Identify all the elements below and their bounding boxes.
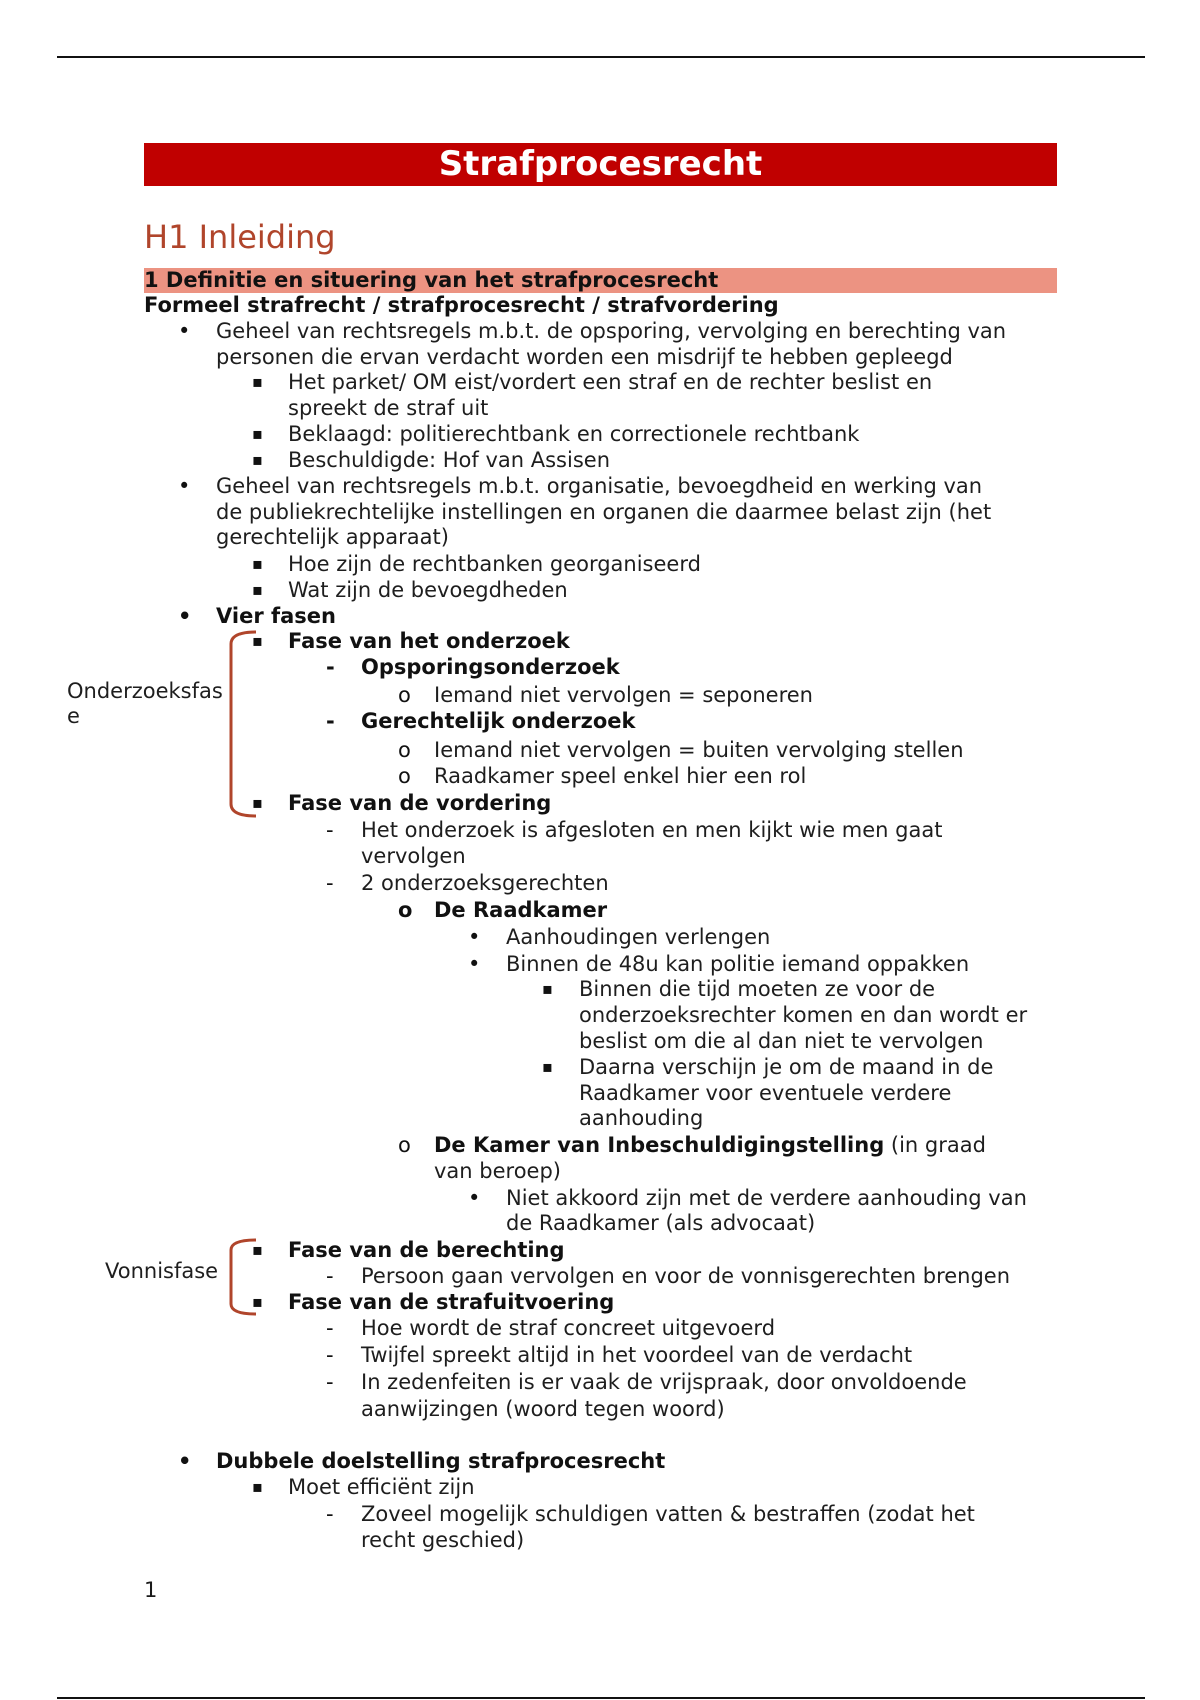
dash-marker: - (326, 655, 335, 679)
square-marker: ▪ (252, 793, 263, 812)
list-item: Vier fasen (216, 604, 336, 628)
square-marker: ▪ (252, 554, 263, 573)
bullet-marker: • (468, 1186, 481, 1210)
side-label-onderzoeksfase-cont: e (67, 704, 80, 728)
square-marker: ▪ (252, 372, 263, 391)
list-item: Fase van het onderzoek (288, 629, 570, 653)
square-marker: ▪ (252, 631, 263, 650)
list-item: onderzoeksrechter komen en dan wordt er (579, 1003, 1028, 1027)
list-item: beslist om die al dan niet te vervolgen (579, 1029, 984, 1053)
bullet-marker: • (178, 604, 192, 628)
o-marker: o (398, 683, 411, 707)
square-marker: ▪ (252, 1240, 263, 1259)
list-item-rest: (in graad (884, 1133, 986, 1157)
list-item: Daarna verschijn je om de maand in de (579, 1055, 994, 1079)
list-item-bold: De Kamer van Inbeschuldigingstelling (434, 1133, 885, 1157)
bullet-marker: • (178, 319, 191, 343)
dash-marker: - (326, 818, 334, 842)
list-item: Fase van de strafuitvoering (288, 1290, 615, 1314)
list-item: Binnen die tijd moeten ze voor de (579, 977, 936, 1001)
square-marker: ▪ (252, 1292, 263, 1311)
list-item: Hoe wordt de straf concreet uitgevoerd (361, 1316, 776, 1340)
list-item: Het parket/ OM eist/vordert een straf en de rechter beslist en (288, 370, 933, 394)
list-item: Raadkamer voor eventuele verdere (579, 1081, 952, 1105)
dash-marker: - (326, 1370, 334, 1394)
side-label-vonnisfase: Vonnisfase (105, 1259, 219, 1283)
list-item: Iemand niet vervolgen = buiten vervolging stellen (434, 738, 964, 762)
list-item: aanhouding (579, 1106, 704, 1130)
list-item: In zedenfeiten is er vaak de vrijspraak, door onvoldoende (361, 1370, 967, 1394)
list-item: aanwijzingen (woord tegen woord) (361, 1397, 725, 1421)
list-item: Het onderzoek is afgesloten en men kijkt wie men gaat (361, 818, 943, 842)
list-item: Raadkamer speel enkel hier een rol (434, 764, 807, 788)
bullet-marker: • (468, 952, 481, 976)
square-marker: ▪ (542, 979, 553, 998)
list-item: Moet efficiënt zijn (288, 1475, 475, 1499)
dash-marker: - (326, 1264, 334, 1288)
o-marker: o (398, 898, 413, 922)
list-item: Geheel van rechtsregels m.b.t. de opsporing, vervolging en berechting van (216, 319, 1007, 343)
list-item: Zoveel mogelijk schuldigen vatten & bestraffen (zodat het (361, 1502, 975, 1526)
list-item: Geheel van rechtsregels m.b.t. organisatie, bevoegdheid en werking van (216, 474, 983, 498)
list-item: Dubbele doelstelling strafprocesrecht (216, 1449, 666, 1473)
list-item: De Raadkamer (434, 898, 608, 922)
list-item: Niet akkoord zijn met de verdere aanhouding van (506, 1186, 1027, 1210)
list-item: Beklaagd: politierechtbank en correctionele rechtbank (288, 422, 860, 446)
bullet-marker: • (178, 474, 191, 498)
dash-marker: - (326, 1502, 334, 1526)
list-item: recht geschied) (361, 1528, 525, 1552)
list-item: personen die ervan verdacht worden een misdrijf te hebben gepleegd (216, 345, 953, 369)
section-heading: 1 Definitie en situering van het strafprocesrecht (144, 268, 1057, 293)
square-marker: ▪ (252, 580, 263, 599)
bullet-marker: • (468, 925, 481, 949)
list-item: 2 onderzoeksgerechten (361, 871, 609, 895)
header-rule (57, 56, 1145, 58)
bullet-marker: • (178, 1449, 192, 1473)
square-marker: ▪ (542, 1057, 553, 1076)
dash-marker: - (326, 1343, 334, 1367)
list-item: vervolgen (361, 844, 466, 868)
list-item: Twijfel spreekt altijd in het voordeel van de verdacht (361, 1343, 913, 1367)
square-marker: ▪ (252, 1477, 263, 1496)
list-item: Persoon gaan vervolgen en voor de vonnisgerechten brengen (361, 1264, 1011, 1288)
list-item: Opsporingsonderzoek (361, 655, 620, 679)
subheading: Formeel strafrecht / strafprocesrecht / strafvordering (144, 293, 779, 317)
list-item: Hoe zijn de rechtbanken georganiseerd (288, 552, 701, 576)
dash-marker: - (326, 871, 334, 895)
o-marker: o (398, 738, 411, 762)
dash-marker: - (326, 1316, 334, 1340)
list-item: Aanhoudingen verlengen (506, 925, 771, 949)
square-marker: ▪ (252, 450, 263, 469)
square-marker: ▪ (252, 424, 263, 443)
o-marker: o (398, 1133, 411, 1157)
list-item: Fase van de berechting (288, 1238, 565, 1262)
list-item: van beroep) (434, 1159, 561, 1183)
dash-marker: - (326, 709, 335, 733)
list-item: spreekt de straf uit (288, 396, 489, 420)
list-item: de Raadkamer (als advocaat) (506, 1211, 816, 1235)
footer-rule (57, 1697, 1145, 1699)
chapter-heading: H1 Inleiding (144, 218, 336, 256)
page-number: 1 (144, 1578, 158, 1602)
document-title: Strafprocesrecht (144, 143, 1057, 186)
list-item: Binnen de 48u kan politie iemand oppakken (506, 952, 970, 976)
list-item: Gerechtelijk onderzoek (361, 709, 636, 733)
o-marker: o (398, 764, 411, 788)
list-item: Wat zijn de bevoegdheden (288, 578, 568, 602)
list-item: Beschuldigde: Hof van Assisen (288, 448, 611, 472)
list-item: gerechtelijk apparaat) (216, 525, 449, 549)
list-item: de publiekrechtelijke instellingen en organen die daarmee belast zijn (het (216, 500, 992, 524)
list-item: Fase van de vordering (288, 791, 552, 815)
list-item: Iemand niet vervolgen = seponeren (434, 683, 813, 707)
side-label-onderzoeksfase: Onderzoeksfas (67, 679, 223, 703)
list-item (434, 1132, 986, 1158)
